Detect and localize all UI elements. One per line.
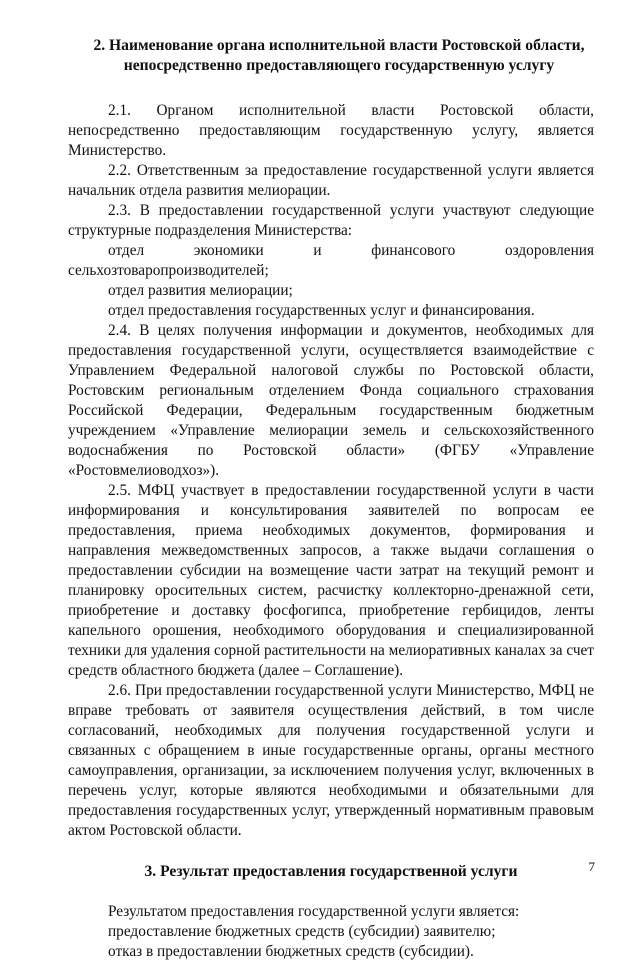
section-2-heading: [68, 36, 594, 76]
list-item-dept-economics: отдел экономики и финансового оздоровления: [108, 242, 594, 259]
paragraph-2-1: 2.1. Органом исполнительной власти Ростовской области, непосредственно предоставляющим государственную услугу, является Министерство.: [68, 102, 594, 159]
paragraph-2-6: 2.6. При предоставлении государственной услуги Министерство, МФЦ не вправе требовать от заявителя осуществления действий, в том числе согласований, необходимых для получения государственной услуги и связанных с обращением в иные государственные органы, органы местного самоуправления, организации, за исключением получения услуг, включенных в перечень услуг, которые являются необходимыми и обязательными для предоставления государственных услуг, утвержденный нормативным правовым актом Ростовской области.: [68, 682, 594, 839]
list-item-dept-services: отдел предоставления государственных услуг и финансирования.: [108, 302, 535, 319]
list-item-dept-economics-cont: сельхозтоваропроизводителей;: [68, 262, 269, 279]
section-2-heading-line2: непосредственно предоставляющего государственную услугу: [123, 57, 555, 74]
paragraph-2-3: 2.3. В предоставлении государственной услуги участвуют следующие структурные подразделения Министерства:: [68, 202, 594, 239]
result-item-refusal: отказ в предоставлении бюджетных средств (субсидии).: [108, 943, 474, 960]
page-number: 7: [588, 859, 595, 874]
page-content: [68, 36, 594, 962]
paragraph-2-4: 2.4. В целях получения информации и документов, необходимых для предоставления государственной услуги, осуществляется взаимодействие с Управлением Федеральной налоговой службы по Ростовской области, Ростовским региональным отделением Фонда социального страхования Российской Федерации, Федеральным государственным бюджетным учреждением «Управление мелиорации земель и сельскохозяйственного водоснабжения по Ростовской области» (ФГБУ «Управление «Ростовмелиоводхоз»).: [68, 322, 594, 479]
paragraph-2-5: 2.5. МФЦ участвует в предоставлении государственной услуги в части информирования и консультирования заявителей по вопросам ее предоставления, приема необходимых документов, формирования и направления межведомственных запросов, а также выдачи соглашения о предоставлении субсидии на возмещение части затрат на текущий ремонт и планировку оросительных систем, расчистку коллекторно-дренажной сети, приобретение и доставку фосфогипса, приобретение гербицидов, ленты капельного орошения, необходимого оборудования и специализированной техники для удаления сорной растительности на мелиоративных каналах за счет средств областного бюджета (далее – Соглашение).: [68, 482, 594, 679]
list-item-dept-melioration: отдел развития мелиорации;: [108, 282, 293, 299]
result-intro: Результатом предоставления государственной услуги является:: [108, 903, 520, 920]
paragraph-2-2: 2.2. Ответственным за предоставление государственной услуги является начальник отдела развития мелиорации.: [68, 162, 594, 199]
result-item-provision: предоставление бюджетных средств (субсидии) заявителю;: [108, 923, 496, 940]
section-2-heading-line1: 2. Наименование органа исполнительной власти Ростовской области,: [93, 37, 585, 54]
section-3-heading: 3. Результат предоставления государственной услуги: [144, 863, 518, 880]
